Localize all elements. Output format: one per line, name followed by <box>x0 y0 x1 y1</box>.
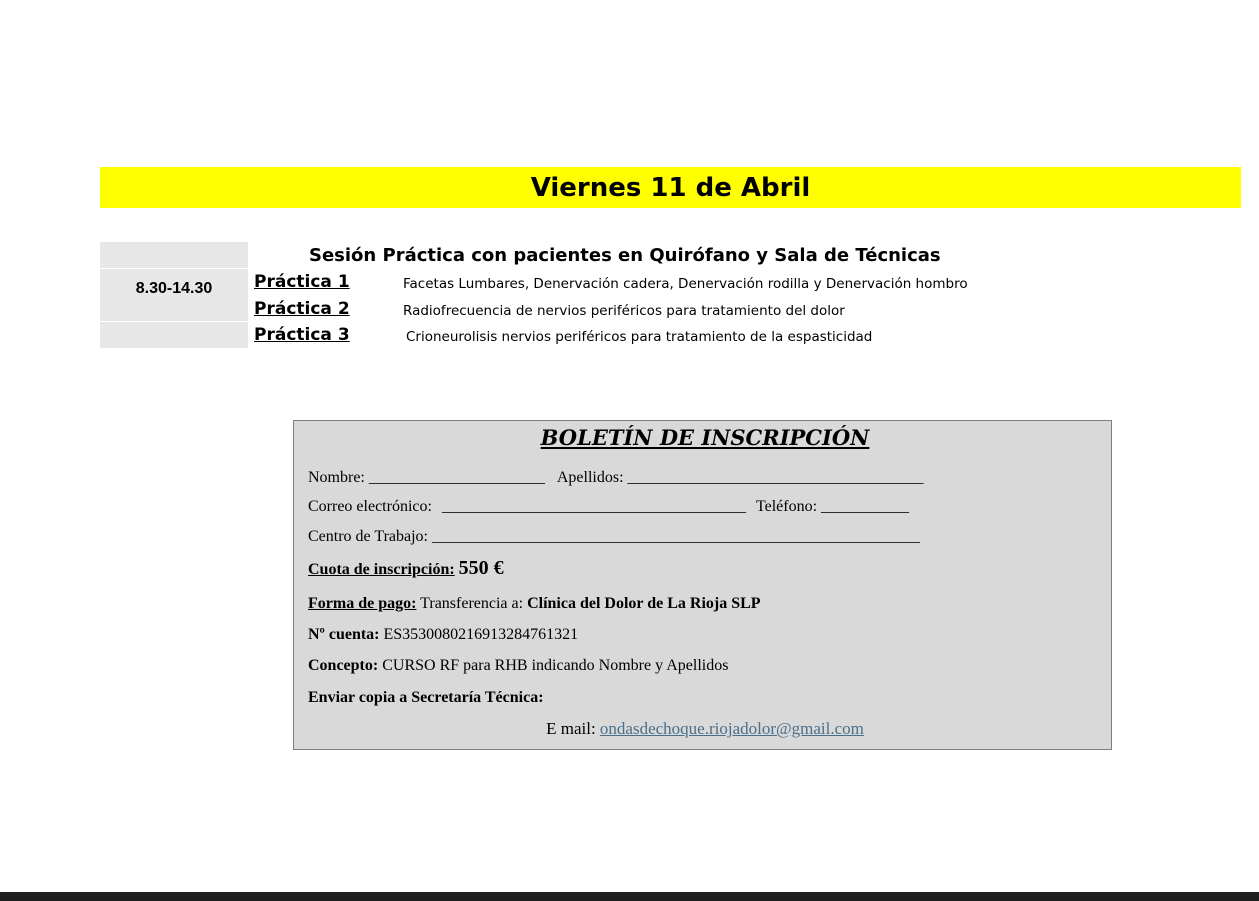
cuenta-label: Nº cuenta: <box>308 626 384 643</box>
telefono-label: Teléfono: <box>755 498 822 515</box>
cuota-label: Cuota de inscripción: <box>308 561 455 578</box>
cell-divider <box>100 268 248 269</box>
session-title: Sesión Práctica con pacientes en Quirófano y Sala de Técnicas <box>309 245 941 266</box>
practica-2-description: Radiofrecuencia de nervios periféricos para tratamiento del dolor <box>403 303 845 319</box>
cell-divider <box>100 321 248 322</box>
centro-field[interactable]: _____________________________________________________________ <box>432 528 920 545</box>
practica-1-label: Práctica 1 <box>254 272 350 292</box>
pago-row <box>308 595 761 613</box>
contact-email-row <box>294 719 1116 739</box>
concepto-row <box>308 657 728 675</box>
practica-3-description: Crioneurolisis nervios periféricos para tratamiento de la espasticidad <box>406 329 873 345</box>
day-banner <box>100 167 1241 208</box>
pago-entity: Clínica del Dolor de La Rioja SLP <box>527 595 761 612</box>
telefono-field[interactable]: ___________ <box>821 498 910 515</box>
concepto-label: Concepto: <box>308 657 383 674</box>
form-title: BOLETÍN DE INSCRIPCIÓN <box>540 425 870 450</box>
apellidos-field[interactable]: _____________________________________ <box>627 469 924 486</box>
nombre-label: Nombre: <box>308 469 369 486</box>
correo-label: Correo electrónico: <box>308 498 436 515</box>
registration-form <box>293 420 1112 750</box>
day-title: Viernes 11 de Abril <box>530 172 811 203</box>
cuota-row <box>308 557 504 580</box>
cuota-value: 550 € <box>458 557 504 579</box>
nombre-field[interactable]: ______________________ <box>368 469 545 486</box>
enviar-row <box>308 689 544 707</box>
pago-text: Transferencia a: <box>416 595 528 612</box>
practica-1-description: Facetas Lumbares, Denervación cadera, Denervación rodilla y Denervación hombro <box>403 276 968 292</box>
email-row <box>308 498 909 516</box>
cuenta-value: ES3530080216913284761321 <box>383 626 579 643</box>
practica-2-label: Práctica 2 <box>254 299 350 319</box>
cuenta-row <box>308 626 578 644</box>
time-cell <box>100 242 248 348</box>
concepto-value: CURSO RF para RHB indicando Nombre y Apellidos <box>382 657 729 674</box>
apellidos-label: Apellidos: <box>556 469 628 486</box>
bottom-bar <box>0 892 1259 901</box>
name-row <box>308 469 924 487</box>
correo-field[interactable]: ______________________________________ <box>441 498 746 515</box>
practica-3-label: Práctica 3 <box>254 325 350 345</box>
enviar-label: Enviar copia a Secretaría Técnica: <box>308 689 544 706</box>
email-label: E mail: <box>546 719 600 738</box>
session-time: 8.30-14.30 <box>135 280 213 297</box>
email-link[interactable]: ondasdechoque.riojadolor@gmail.com <box>599 719 864 738</box>
centro-row <box>308 528 920 546</box>
pago-label: Forma de pago: <box>308 595 417 612</box>
centro-label: Centro de Trabajo: <box>308 528 432 545</box>
